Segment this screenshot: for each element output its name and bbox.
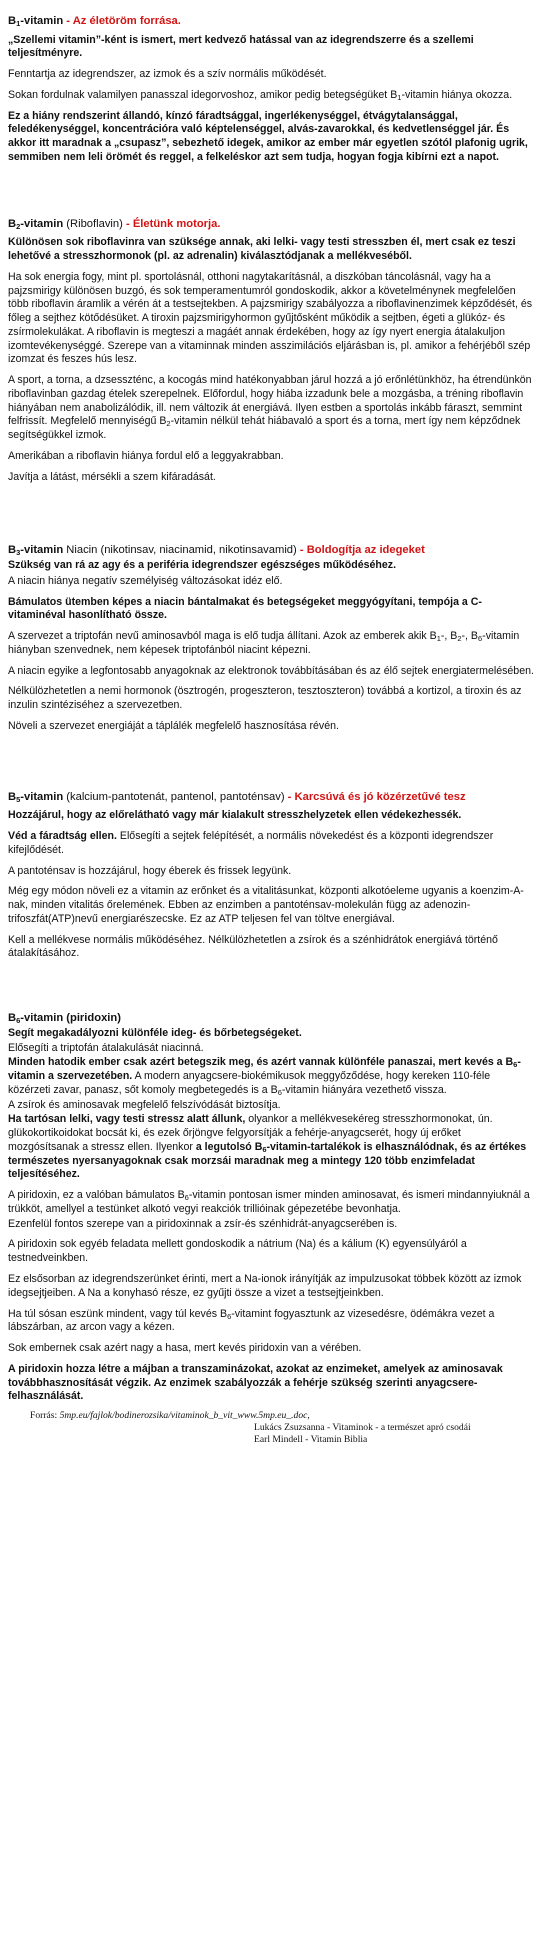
b3-paragraph-3: Bámulatos ütemben képes a niacin bántalmakat és betegségeket meggyógyítani, tempója a C-vitaminéval hasonlítható össze.: [8, 595, 482, 622]
b6-paragraph-11: Sok embernek csak azért nagy a hasa, mert kevés piridoxin van a vérében.: [8, 1342, 362, 1355]
b5-tagline: - Karcsúvá és jó közérzetűvé tesz: [284, 790, 466, 803]
b1-paragraph-3: Sokan fordulnak valamilyen panasszal idegorvoshoz, amikor pedig betegségüket $B_1$-vitamin hiánya okozza.: [8, 88, 513, 102]
b1-paragraph-1: „Szellemi vitamin”-ként is ismert, mert kedvező hatással van az idegrendszerre és a szellemi teljesítményre.: [8, 33, 474, 60]
b2-paragraph-3: A sport, a torna, a dzsesszténc, a kocogás mind hatékonyabban járul hozzá a jó erőnlétünkhöz, ha étrendünkön riboflavinban gazdag ételek szerepelnek. Előfordul, hogy hiába izzadunk bele a mozgásba, a tréning riboflavin hiányában nem anabolizálódik, ill. nem változik át energiává. Ilyen estben a sportolás inkább fáraszt, semmint felfrissít. Megfelelő mennyiségű $B_2$-vitamin nélkül tehát hiábavaló a sport és a torna, mert így nem képződnek segítségükkel izmok.: [8, 374, 532, 442]
b3-tagline: - Boldogítja az idegeket: [296, 543, 425, 556]
section-b5-vitamin: [8, 790, 534, 961]
b6-paragraph-12: A piridoxin hozza létre a májban a transzaminázokat, azokat az enzimeket, amelyek az aminosavak továbbhasznosítását végzik. Az enzimek szabályozzák a fehérje szükség szerinti anyagcsere-felhasználását.: [8, 1362, 503, 1403]
b5-paragraph-5: Kell a mellékvese normális működéséhez. Nélkülözhetetlen a zsírok és a szénhidrátok energiává történő átalakításához.: [8, 933, 498, 960]
b3-paragraph-1: Szükség van rá az agy és a periféria idegrendszer egészséges működéséhez.: [8, 559, 397, 572]
b1-heading: $B_1$-vitamin - Az életöröm forrása.: [8, 15, 181, 28]
b6-paragraph-8: A piridoxin sok egyéb feladata mellett gondoskodik a nátrium (Na) és a kálium (K) egyensúlyáról a testnedveinkben.: [8, 1238, 467, 1265]
source-book-2: Earl Mindell - Vitamin Biblia: [254, 1434, 368, 1446]
b3-paragraph-6: Nélkülözhetetlen a nemi hormonok (ösztrogén, progeszteron, tesztoszteron) továbbá a kortizol, a tiroxin és az inzulin szintéziséhez a szervezetben.: [8, 685, 522, 712]
b3-paragraph-5: A niacin egyike a legfontosabb anyagoknak az elektronok továbbításában és az élő sejtek energiatermelésében.: [8, 664, 534, 677]
b2-paragraph-1: Különösen sok riboflavinra van szüksége annak, aki lelki- vagy testi stresszben él, mert csak ez teszi lehetővé a stresszhormonok (pl. az adrenalin) kiválasztódjanak a mellékveséből.: [8, 236, 516, 263]
b1-paragraph-2: Fenntartja az idegrendszer, az izmok és a szív normális működését.: [8, 68, 327, 81]
b3-paragraph-2: A niacin hiánya negatív személyiség változásokat idéz elő.: [8, 574, 283, 587]
b2-tagline: - Életünk motorja.: [122, 217, 221, 230]
b3-paragraph-4: A szervezet a triptofán nevű aminosavból maga is elő tudja állítani. Azok az emberek akik $B_1-$, $B_2-$, $B_6$-vitamin hiányban szenvednek, nem képesek triptofánból niacint képezni.: [8, 630, 520, 656]
b2-paragraph-4: Amerikában a riboflavin hiánya fordul elő a leggyakrabban.: [8, 449, 284, 462]
b2-heading: $B_2$-vitamin (Riboflavin) - Életünk motorja.: [8, 217, 221, 231]
source-book-1: Lukács Zsuzsanna - Vitaminok - a természet apró csodái: [254, 1422, 471, 1434]
b5-paragraph-1: Hozzájárul, hogy az előrelátható vagy már kialakult stresszhelyzetek ellen védekezhessék.: [8, 809, 462, 822]
b2-paragraph-2: Ha sok energia fogy, mint pl. sportolásnál, otthoni nagytakarításnál, a diszkóban táncolásnál, vagy ha a pajzsmirigy különösen buzgó, és sok temperamentumról gondoskodik, akkor a követelménynek megfelelően több riboflavin áramlik a vérén át a testsejtekben. A pajzsmirigy szabályozza a riboflavinenzimek képződését, és főleg a sejthez kötődésüket. A tiroxin pajzsmirigyhormon gyűjtősként működik a sejtben, égeti a glükóz- és zsírmolekulákat. A riboflavin is megteszi a magáét annak érdekében, hogy az így nyert energia átalakuljon izomtevékenységgé. Szerepe van a vitaminnak minden asszimilációs eljárásban is, pl. amikor a fehérjéből szép izomzat és feszes hús lesz.: [8, 270, 533, 366]
b1-tagline: - Az életöröm forrása.: [63, 15, 181, 27]
b5-paragraph-2: Véd a fáradtság ellen. Elősegíti a sejtek felépítését, a normális növekedést és a központi idegrendszer kifejlődését.: [8, 830, 494, 856]
b5-heading: $B_5$-vitamin (kalcium-pantotenát, pantenol, pantoténsav) - Karcsúvá és jó közérzetűvé tesz: [8, 790, 466, 804]
b3-heading: $B_3$-vitamin Niacin (nikotinsav, niacinamid, nikotinsavamid) - Boldogítja az idegeket: [8, 543, 425, 557]
b6-paragraph-6: A piridoxin, ez a valóban bámulatos $B_6$-vitamin pontosan ismer minden aminosavat, és ismeri mindannyiuknál a trükköt, amellyel a testünket alkotó vegyi reakciók trillióinak gépezetébe bevonhatja.: [8, 1189, 530, 1215]
b2-paragraph-5: Javítja a látást, mérsékli a szem kifáradását.: [8, 470, 216, 483]
b5-paragraph-3: A pantoténsav is hozzájárul, hogy éberek és frissek legyünk.: [8, 864, 292, 877]
source-path: 5mp.eu/fajlok/bodinerozsika/vitaminok_b_vit_www.5mp.eu_.doc,: [59, 1410, 310, 1422]
source-line: Forrás: 5mp.eu/fajlok/bodinerozsika/vitaminok_b_vit_www.5mp.eu_.doc,: [30, 1410, 310, 1422]
b6-paragraph-2: Elősegíti a triptofán átalakulását niacinná.: [8, 1041, 204, 1054]
b6-paragraph-7: Ezenfelül fontos szerepe van a piridoxinnak a zsír-és szénhidrát-anyagcserében is.: [8, 1217, 398, 1230]
section-b6-vitamin: [8, 1011, 534, 1404]
section-b1-vitamin: [8, 14, 534, 165]
b6-paragraph-10: Ha túl sósan eszünk mindent, vagy túl kevés $B_6$-vitamint fogyasztunk az vizesedésre, ödémákra vezet a lábszárban, az arcon vagy a kézen.: [8, 1307, 495, 1334]
b6-paragraph-3: Minden hatodik ember csak azért betegszik meg, és azért vannak különféle panaszai, mert kevés a $B_6$-vitamin a szervezetében. A modern anyagcsere-biokémikusok meggyőződése, hogy kereken 110-féle közérzeti zavar, panasz, sőt komoly megbetegedés is a $B_6$-vitamin hiányára vezethető vissza.: [8, 1056, 521, 1097]
b6-paragraph-1: Segít megakadályozni különféle ideg- és bőrbetegségeket.: [8, 1026, 302, 1039]
b6-heading: $B_6$-vitamin (piridoxin): [8, 1012, 121, 1026]
section-b2-vitamin: [8, 217, 534, 485]
b1-paragraph-4: Ez a hiány rendszerint állandó, kínzó fáradtsággal, ingerlékenységgel, étvágytalansággal, feledékenységgel, koncentrációra való képtelenséggel, alvás-zavarokkal, és kedvetlenséggel jár. És akkor itt maradnak a „csupasz”, sebezhető idegek, amikor az ember már egyetlen szótól plafonig ugrik, semmiben nem leli örömét és reggel, a felkeléskor azt sem tudja, hogyan fogja kibírni ezt a napot.: [8, 109, 528, 163]
sources-footer: [8, 1410, 534, 1446]
b3-paragraph-7: Növeli a szervezet energiáját a táplálék megfelelő hasznosítása révén.: [8, 719, 339, 732]
b6-paragraph-9: Ez elsősorban az idegrendszerünket érinti, mert a Na-ionok irányítják az impulzusokat többek között az izmok idegsejtjeiben. A Na a konyhasó része, ez gyűjti össze a vizet a testsejtjeinkben.: [8, 1272, 522, 1299]
b6-paragraph-5: Ha tartósan lelki, vagy testi stressz alatt állunk, olyankor a mellékvesekéreg stresszhormonokat, ún. glükokortikoidokat bocsát ki, és ezek őrjöngve felgyorsítják a fehérje-anyagcserét, hogy új erőket mozgósítsanak a stressz ellen. Ilyenkor a legutolsó $B_6-vitamin$-tartalékok is elhasználódnak, és az értékes természetes nyersanyagoknak csak morzsái maradnak meg a mintegy 120 több enzimfeladat teljesítéséhez.: [8, 1113, 527, 1181]
b5-paragraph-4: Még egy módon növeli ez a vitamin az erőnket és a vitalitásunkat, központi alkotóeleme ugyanis a koenzim-A-nak, minden vitalitás őrelemének. Ebben az enzimben a pantoténsav-molekulán függ az adenozin-trifoszfát(ATP)nevű energiarészecske. Ez az ATP teljesen fel van töltve energiával.: [8, 885, 524, 925]
section-b3-vitamin: [8, 543, 534, 734]
b6-paragraph-4: A zsírok és aminosavak megfelelő felszívódását biztosítja.: [8, 1098, 281, 1111]
